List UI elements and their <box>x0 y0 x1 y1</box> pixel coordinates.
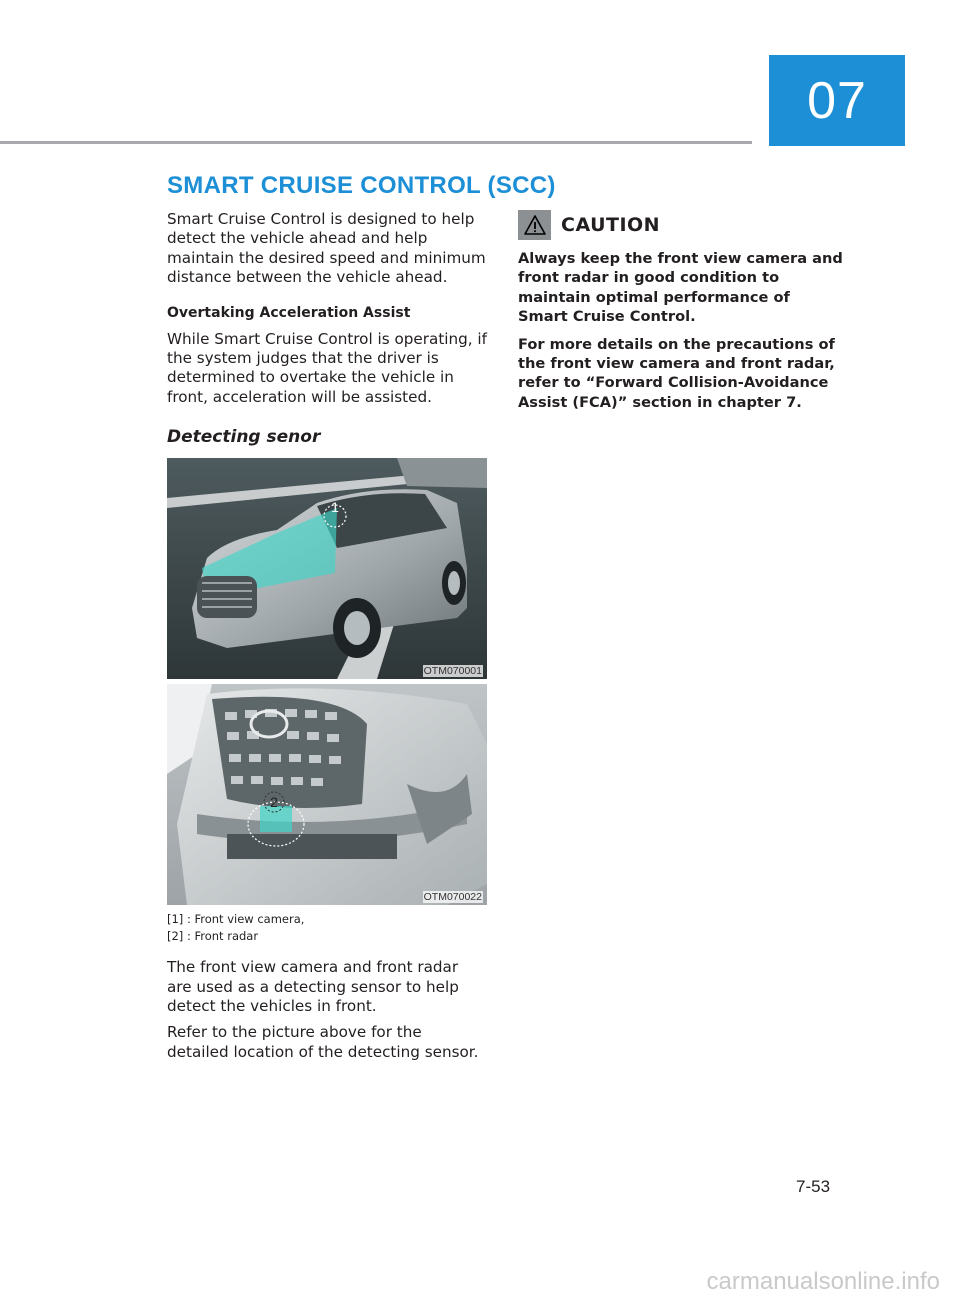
section-title: SMART CRUISE CONTROL (SCC) <box>167 172 556 199</box>
marker-2: 2 <box>270 794 278 811</box>
overtaking-subheading: Overtaking Acceleration Assist <box>167 304 411 321</box>
caption-radar: [2] : Front radar <box>167 929 259 944</box>
sensor-paragraph: The front view camera and front radar are used as a detecting sensor to help detect the vehicles in front. <box>167 958 459 1016</box>
page-number: 7-53 <box>796 1177 831 1196</box>
figure-captions <box>167 911 487 945</box>
watermark: carmanualsonline.info <box>706 1268 940 1295</box>
figure-code: OTM070022 <box>423 891 482 904</box>
caution-text-2: For more details on the precautions of the front view camera and front radar, refer to “Forward Collision-Avoidance Assist (FCA)” section in chapter 7. <box>518 335 835 411</box>
detecting-heading: Detecting senor <box>167 427 321 448</box>
caution-panel <box>518 210 843 412</box>
overtaking-paragraph: While Smart Cruise Control is operating, if the system judges that the driver is determined to overtake the vehicle in front, acceleration will be assisted. <box>167 329 487 406</box>
caution-text-1: Always keep the front view camera and front radar in good condition to maintain optimal performance of Smart Cruise Control. <box>518 250 843 326</box>
warning-triangle-icon <box>518 210 551 240</box>
radar-location-figure <box>167 684 487 905</box>
camera-location-figure <box>167 458 487 679</box>
caution-label: CAUTION <box>561 214 661 236</box>
car-camera-illustration <box>167 458 487 679</box>
car-radar-illustration <box>167 684 487 905</box>
intro-paragraph: Smart Cruise Control is designed to help detect the vehicle ahead and help maintain the desired speed and minimum distance between the vehicle ahead. <box>167 210 486 287</box>
header-rule <box>0 141 752 144</box>
refer-paragraph: Refer to the picture above for the detailed location of the detecting sensor. <box>167 1023 479 1061</box>
marker-1: 1 <box>331 499 339 516</box>
chapter-tab: 07 <box>769 55 905 146</box>
left-column <box>167 210 487 1062</box>
figure-code: OTM070001 <box>423 665 482 678</box>
caption-camera: [1] : Front view camera, <box>167 912 305 927</box>
caution-header <box>518 210 843 240</box>
